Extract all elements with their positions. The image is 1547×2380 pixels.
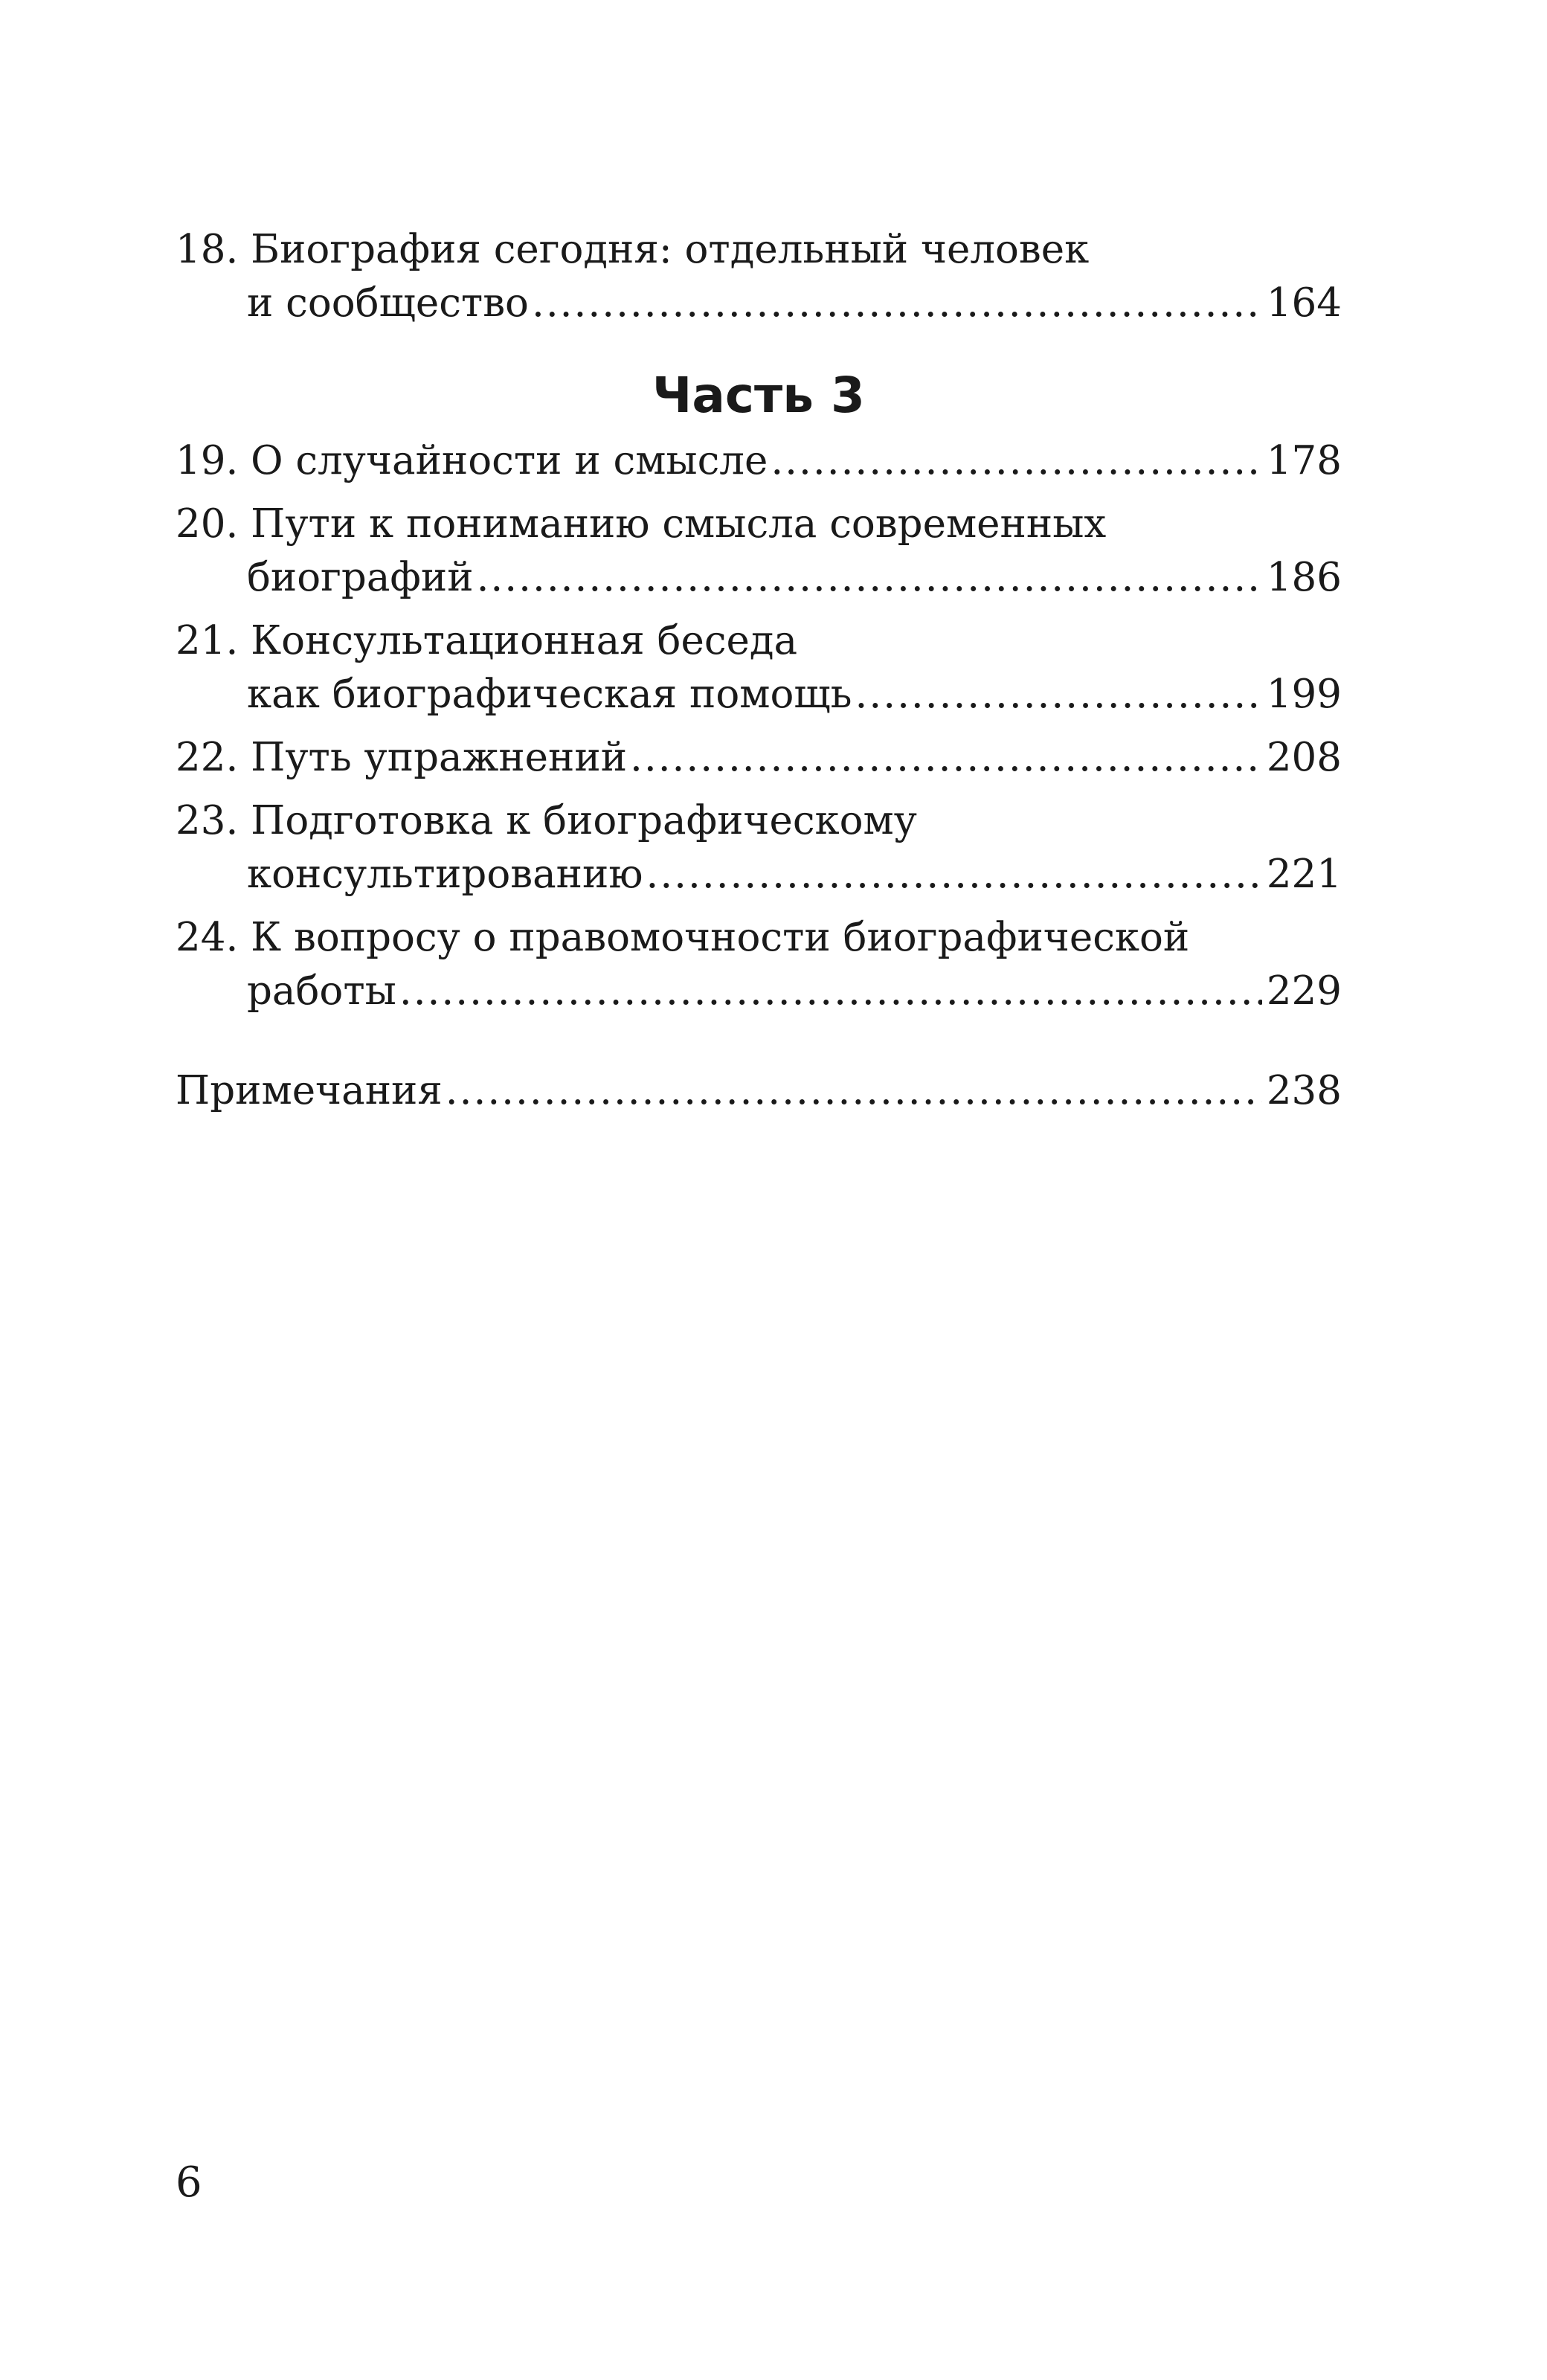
- toc-entry-line: [176, 731, 1342, 785]
- toc-entry-title: 18. Биография сегодня: отдельный человек: [176, 227, 1090, 272]
- toc-entry-title-cont: работы: [247, 968, 396, 1014]
- toc-page-number: 208: [1266, 735, 1342, 780]
- part-heading: Часть 3: [652, 367, 865, 424]
- dot-leader: [646, 848, 1261, 901]
- dot-leader: [446, 1064, 1262, 1118]
- toc-entry-line: [176, 434, 1342, 488]
- toc-page-number: 178: [1266, 438, 1342, 483]
- toc-entry-continuation: [176, 848, 1342, 901]
- toc-entry-continuation: [176, 551, 1342, 605]
- dot-leader: [477, 551, 1262, 605]
- toc-entry-notes: [176, 1064, 1342, 1118]
- toc-entry-title-cont: и сообщество: [247, 280, 529, 326]
- toc-entry-title: 21. Консультационная беседа: [176, 618, 798, 663]
- toc-entry-title-cont: как биографическая помощь: [247, 672, 852, 717]
- toc-entry-22: [176, 731, 1342, 785]
- toc-entry-continuation: [176, 277, 1342, 330]
- toc-entry-continuation: [176, 668, 1342, 721]
- dot-leader: [855, 668, 1262, 721]
- table-of-contents: [176, 223, 1342, 1128]
- toc-entry-21: [176, 614, 1342, 721]
- toc-page-number: 229: [1266, 968, 1342, 1014]
- dot-leader: [630, 731, 1262, 785]
- toc-page-number: 164: [1266, 280, 1342, 326]
- dot-leader: [532, 277, 1262, 330]
- toc-entry-title: 24. К вопросу о правомочности биографической: [176, 915, 1190, 960]
- toc-entry-title: Примечания: [176, 1068, 443, 1113]
- dot-leader: [771, 434, 1262, 488]
- dot-leader: [399, 965, 1262, 1018]
- toc-page-number: 238: [1266, 1068, 1342, 1113]
- toc-entry-19: [176, 434, 1342, 488]
- toc-entry-18: [176, 223, 1342, 330]
- toc-entry-title: 22. Путь упражнений: [176, 735, 628, 780]
- toc-entry-20: [176, 498, 1342, 605]
- toc-entry-title: 19. О случайности и смысле: [176, 438, 768, 483]
- toc-entry-title: 23. Подготовка к биографическому: [176, 798, 917, 843]
- toc-entry-23: [176, 794, 1342, 901]
- toc-page-number: 221: [1266, 852, 1342, 897]
- toc-page-number: 186: [1266, 555, 1342, 600]
- toc-entry-continuation: [176, 965, 1342, 1018]
- toc-entry-title-cont: консультированию: [247, 852, 643, 897]
- toc-entry-title-cont: биографий: [247, 555, 474, 600]
- toc-page-number: 199: [1266, 672, 1342, 717]
- toc-entry-title: 20. Пути к пониманию смысла современных: [176, 501, 1107, 547]
- toc-entry-line: [176, 1064, 1342, 1118]
- page-number: 6: [176, 2158, 202, 2207]
- toc-entry-24: [176, 911, 1342, 1018]
